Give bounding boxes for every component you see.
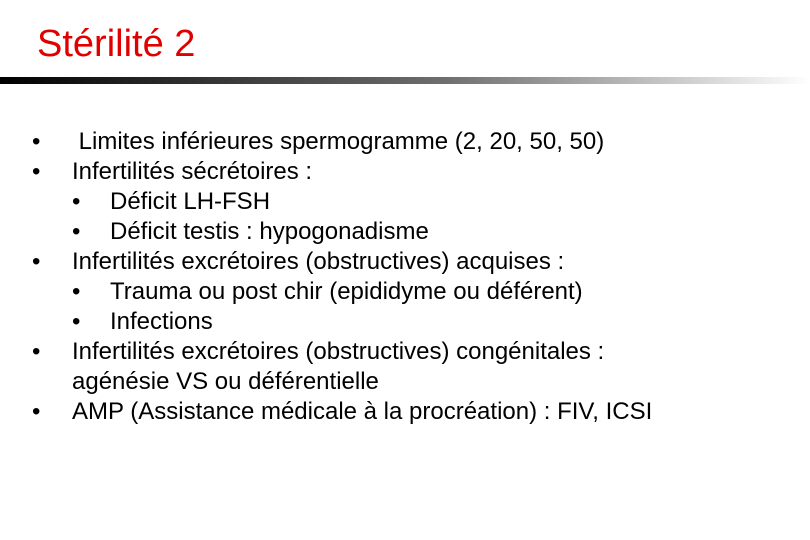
- list-item: [0, 127, 810, 157]
- sub-list-item: [0, 277, 810, 307]
- bullet-marker: •: [32, 338, 41, 365]
- list-item-text: Limites inférieures spermogramme (2, 20, 50, 50): [72, 128, 605, 155]
- sub-list-item: [0, 307, 810, 337]
- bullet-marker: •: [72, 218, 81, 245]
- list-item: [0, 337, 810, 367]
- bullet-marker: •: [72, 188, 81, 215]
- list-item-text: agénésie VS ou déférentielle: [72, 368, 379, 395]
- bullet-marker: •: [32, 398, 41, 425]
- bullet-list: [0, 127, 810, 427]
- title-divider-rule: [0, 77, 810, 84]
- bullet-marker: •: [32, 128, 41, 155]
- list-item: [0, 397, 810, 427]
- bullet-marker: •: [72, 278, 81, 305]
- sub-list-item: [0, 187, 810, 217]
- list-item-text: AMP (Assistance médicale à la procréation) : FIV, ICSI: [72, 398, 653, 425]
- list-item: [0, 247, 810, 277]
- list-item-text: Déficit testis : hypogonadisme: [110, 218, 429, 245]
- list-item-text: Trauma ou post chir (epididyme ou déférent): [110, 278, 583, 305]
- list-item-text: Infertilités excrétoires (obstructives) acquises :: [72, 248, 565, 275]
- list-item-text: Infertilités excrétoires (obstructives) congénitales :: [72, 338, 605, 365]
- bullet-marker: •: [32, 158, 41, 185]
- list-item-text: Déficit LH-FSH: [110, 188, 271, 215]
- list-item-text: Infections: [110, 308, 213, 335]
- slide-title: Stérilité 2: [37, 23, 196, 65]
- list-item: [0, 157, 810, 187]
- bullet-marker: •: [72, 308, 81, 335]
- sub-list-item: [0, 217, 810, 247]
- list-item-text: Infertilités sécrétoires :: [72, 158, 313, 185]
- list-item-continuation: [0, 367, 810, 397]
- bullet-marker: •: [32, 248, 41, 275]
